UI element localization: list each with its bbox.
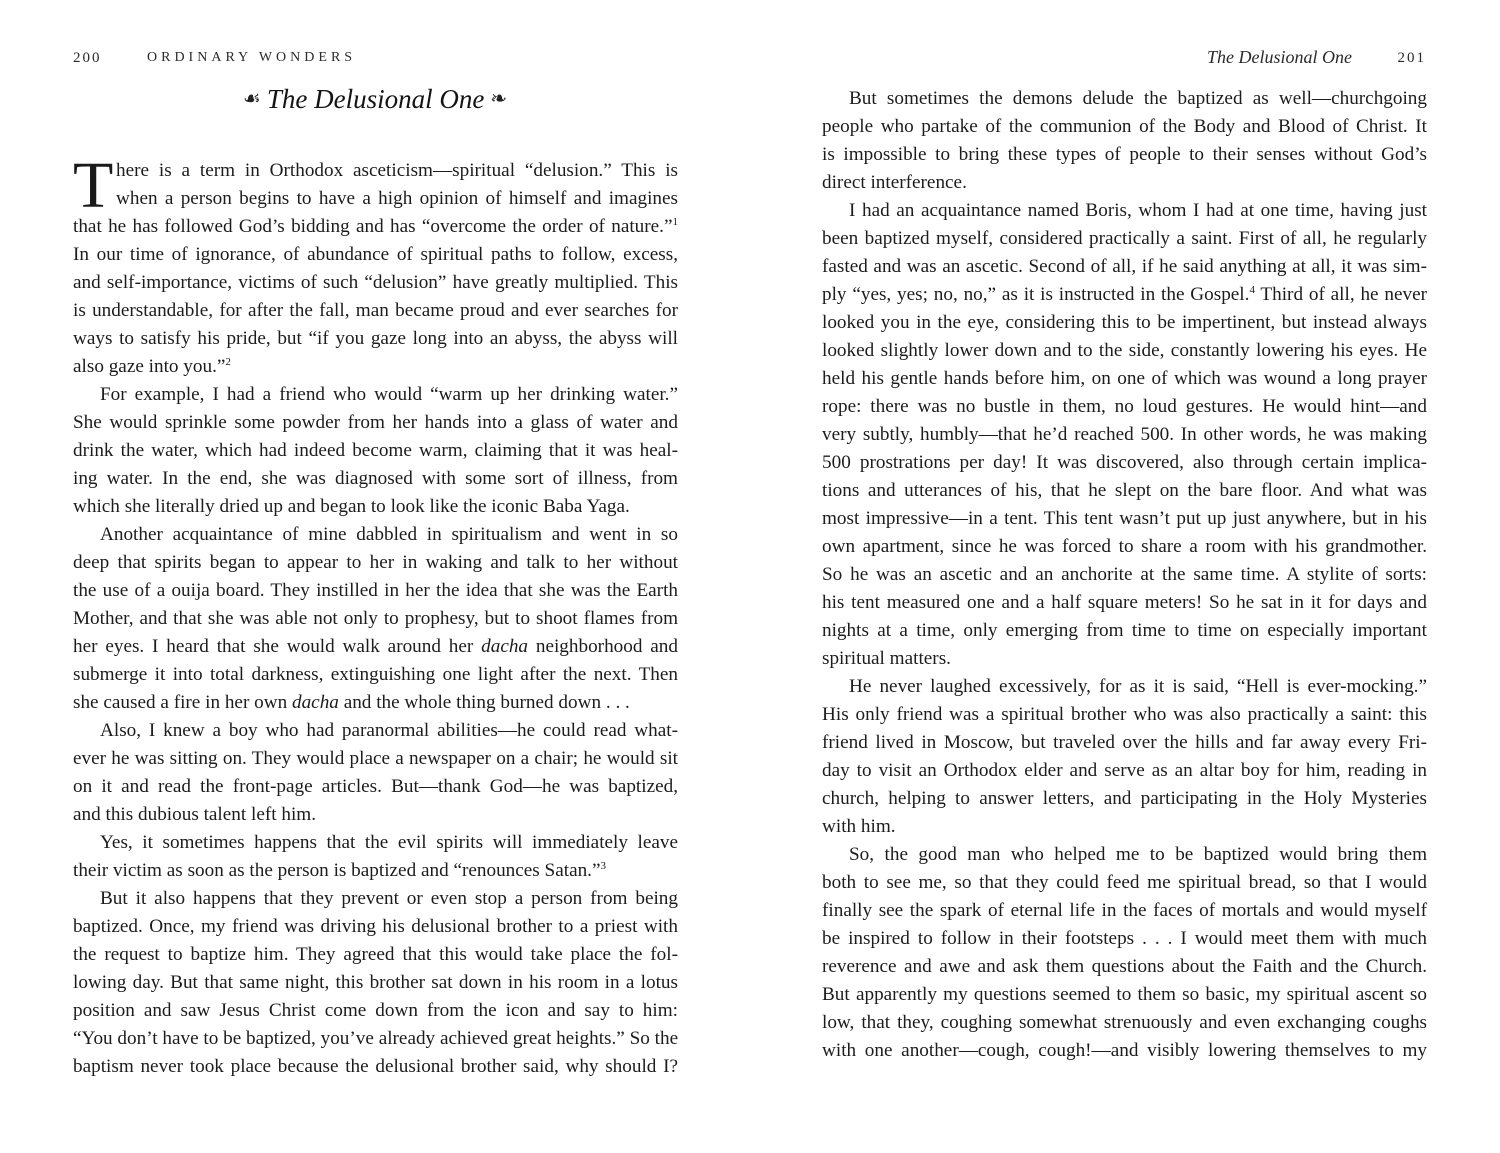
line-text: But apparently my questions seemed to them so basic, my spiritual ascent so: [822, 984, 1427, 1005]
line-text: here is a term in Orthodox asceticism—spiritual “delusion.” This is: [116, 160, 678, 181]
text-line: [822, 225, 1427, 253]
line-text: also gaze into you.”: [73, 356, 226, 377]
line-text: So, the good man who helped me to be baptized would bring them: [849, 844, 1427, 865]
line-text: submerge it into total darkness, extinguishing one light after the next. Then: [73, 664, 678, 685]
line-text: be inspired to follow in their footsteps . . . I would meet them with much: [822, 928, 1427, 949]
line-text: and self-importance, victims of such “delusion” have greatly multiplied. This: [73, 272, 678, 293]
text-line: [73, 325, 678, 353]
line-text: the use of a ouija board. They instilled in her the idea that she was the Earth: [73, 580, 678, 601]
text-line: [73, 269, 678, 297]
text-line: [73, 1025, 678, 1053]
line-text: neighborhood and: [528, 636, 678, 657]
line-text: 500 prostrations per day! It was discovered, also through certain implica-: [822, 452, 1427, 473]
line-text: Mother, and that she was able not only to prophesy, but to shoot flames from: [73, 608, 678, 629]
text-line: [822, 869, 1427, 897]
line-text: Yes, it sometimes happens that the evil spirits will immediately leave: [100, 832, 678, 853]
text-line: [822, 1037, 1427, 1065]
text-line: [73, 297, 678, 325]
text-line: [73, 773, 678, 801]
line-text: Also, I knew a boy who had paranormal abilities—he could read what-: [100, 720, 678, 741]
text-line: [73, 353, 678, 381]
text-line: [822, 365, 1427, 393]
line-text: “You don’t have to be baptized, you’ve already achieved great heights.” So the: [73, 1028, 679, 1049]
footnote-marker[interactable]: 4: [1249, 284, 1255, 296]
text-line: [822, 533, 1427, 561]
footnote-marker[interactable]: 2: [225, 356, 231, 368]
text-line: [822, 393, 1427, 421]
text-line: [822, 981, 1427, 1009]
text-line: [73, 633, 678, 661]
line-text: is impossible to bring these types of people to their senses without God’s: [822, 144, 1427, 165]
line-text: which she literally dried up and began to look like the iconic Baba Yaga.: [73, 496, 630, 517]
text-line: [73, 941, 678, 969]
text-line: [822, 729, 1427, 757]
line-text: ply “yes, yes; no, no,” as it is instructed in the Gospel.: [822, 284, 1250, 305]
line-text: is understandable, for after the fall, man became proud and ever searches for: [73, 300, 678, 321]
drop-cap: T: [73, 149, 114, 222]
line-text: ever he was sitting on. They would place a newspaper on a chair; he would sit: [73, 748, 678, 769]
text-line: [822, 673, 1427, 701]
line-text: and the whole thing burned down . . .: [338, 692, 630, 713]
text-line: [73, 241, 678, 269]
text-line: [73, 717, 678, 745]
line-text: low, that they, coughing somewhat strenuously and even exchanging coughs: [822, 1012, 1427, 1033]
line-text: both to see me, so that they could feed me spiritual bread, so that I would: [822, 872, 1427, 893]
line-text: the request to baptize him. They agreed that this would take place the fol-: [73, 944, 678, 965]
text-line: [822, 841, 1427, 869]
text-line: [73, 157, 678, 185]
line-text: His only friend was a spiritual brother who was also practically a saint: this: [822, 704, 1427, 725]
text-line: [73, 829, 678, 857]
line-text: fasted and was an ascetic. Second of all, if he said anything at all, it was sim-: [822, 256, 1427, 277]
line-text: with one another—cough, cough!—and visibly lowering themselves to my: [822, 1040, 1427, 1061]
text-line: [822, 449, 1427, 477]
text-line: [73, 969, 678, 997]
text-line: [73, 577, 678, 605]
text-line: [822, 197, 1427, 225]
line-text: people who partake of the communion of the Body and Blood of Christ. It: [822, 116, 1427, 137]
text-line: [822, 701, 1427, 729]
text-line: [822, 617, 1427, 645]
text-line: [822, 337, 1427, 365]
text-line: [822, 645, 1427, 673]
line-text: day to visit an Orthodox elder and serve as an altar boy for him, reading in: [822, 760, 1427, 781]
text-line: [822, 785, 1427, 813]
text-line: [822, 169, 1427, 197]
footnote-marker[interactable]: 3: [600, 860, 606, 872]
line-text: But it also happens that they prevent or even stop a person from being: [100, 888, 678, 909]
text-line: [73, 437, 678, 465]
line-text: But sometimes the demons delude the baptized as well—churchgoing: [849, 88, 1427, 109]
line-text: Another acquaintance of mine dabbled in spiritualism and went in so: [100, 524, 678, 545]
line-text: looked you in the eye, considering this to be impertinent, but instead always: [822, 312, 1427, 333]
line-text: when a person begins to have a high opinion of himself and imagines: [116, 188, 678, 209]
text-line: [822, 897, 1427, 925]
line-text: his tent measured one and a half square meters! So he sat in it for days and: [822, 592, 1427, 613]
line-text: For example, I had a friend who would “warm up her drinking water.”: [100, 384, 678, 405]
text-line: [822, 281, 1427, 309]
line-text: He never laughed excessively, for as it is said, “Hell is ever-mocking.”: [849, 676, 1427, 697]
running-head-chapter-title: The Delusional One: [1207, 47, 1352, 67]
text-line: [73, 493, 678, 521]
line-text: that he has followed God’s bidding and has “overcome the order of nature.”: [73, 216, 673, 237]
page-number: 201: [1397, 50, 1426, 66]
text-line: [73, 381, 678, 409]
line-text: ways to satisfy his pride, but “if you gaze long into an abyss, the abyss will: [73, 328, 678, 349]
line-text: with him.: [822, 816, 896, 837]
line-text: direct interference.: [822, 172, 967, 193]
line-text: Third of all, he never: [1254, 284, 1427, 305]
italic-term: dacha: [291, 692, 339, 713]
line-text: baptism never took place because the delusional brother said, why should I?: [73, 1056, 678, 1077]
line-text: nights at a time, only emerging from time to time on especially important: [822, 620, 1427, 641]
text-line: [73, 801, 678, 829]
line-text: position and saw Jesus Christ come down from the icon and say to him:: [73, 1000, 678, 1021]
text-line: [822, 1009, 1427, 1037]
line-text: deep that spirits began to appear to her in waking and talk to her without: [73, 552, 678, 573]
text-line: [73, 857, 678, 885]
line-text: tions and utterances of his, that he slept on the bare floor. And what was: [822, 480, 1427, 501]
text-line: [73, 1053, 678, 1081]
line-text: their victim as soon as the person is baptized and “renounces Satan.”: [73, 860, 601, 881]
line-text: reverence and awe and ask them questions about the Faith and the Church.: [822, 956, 1427, 977]
text-line: [73, 661, 678, 689]
text-line: [822, 505, 1427, 533]
text-line: [73, 409, 678, 437]
fleuron-left-icon: ☙: [242, 88, 261, 110]
running-head-book-title: ORDINARY WONDERS: [147, 50, 357, 65]
line-text: ing water. In the end, she was diagnosed with some sort of illness, from: [73, 468, 678, 489]
line-text: friend lived in Moscow, but traveled over the hills and far away every Fri-: [822, 732, 1427, 753]
text-line: [822, 141, 1427, 169]
text-line: [822, 589, 1427, 617]
line-text: her eyes. I heard that she would walk around her: [73, 636, 482, 657]
line-text: lowing day. But that same night, this brother sat down in his room in a lotus: [73, 972, 678, 993]
text-line: [73, 913, 678, 941]
footnote-marker[interactable]: 1: [672, 216, 678, 228]
line-text: looked slightly lower down and to the side, constantly lowering his eyes. He: [822, 340, 1427, 361]
body-text: [822, 85, 1427, 1065]
text-line: [822, 925, 1427, 953]
line-text: She would sprinkle some powder from her hands into a glass of water and: [73, 412, 678, 433]
text-line: [822, 421, 1427, 449]
text-line: [822, 113, 1427, 141]
text-line: [73, 213, 678, 241]
text-line: [73, 185, 678, 213]
line-text: most impressive—in a tent. This tent wasn’t put up just anywhere, but in his: [822, 508, 1427, 529]
text-line: [822, 477, 1427, 505]
text-line: [73, 997, 678, 1025]
text-line: [73, 605, 678, 633]
chapter-title: [0, 84, 750, 115]
text-line: [73, 689, 678, 717]
text-line: [73, 549, 678, 577]
line-text: finally see the spark of eternal life in the faces of mortals and would myself: [822, 900, 1427, 921]
text-line: [73, 745, 678, 773]
line-text: and this dubious talent left him.: [73, 804, 317, 825]
line-text: on it and read the front-page articles. But—thank God—he was baptized,: [73, 776, 678, 797]
fleuron-right-icon: ❧: [490, 88, 508, 110]
line-text: church, helping to answer letters, and participating in the Holy Mysteries: [822, 788, 1427, 809]
line-text: I had an acquaintance named Boris, whom I had at one time, having just: [849, 200, 1427, 221]
text-line: [73, 885, 678, 913]
text-line: [822, 309, 1427, 337]
text-line: [73, 521, 678, 549]
line-text: baptized. Once, my friend was driving his delusional brother to a priest with: [73, 916, 678, 937]
line-text: drink the water, which had indeed become warm, claiming that it was heal-: [73, 440, 678, 461]
text-line: [822, 813, 1427, 841]
text-line: [822, 757, 1427, 785]
line-text: held his gentle hands before him, on one of which was wound a long prayer: [822, 368, 1427, 389]
italic-term: dacha: [481, 636, 529, 657]
chapter-title-text: The Delusional One: [266, 84, 485, 114]
line-text: So he was an ascetic and an anchorite at the same time. A stylite of sorts:: [822, 564, 1427, 585]
text-line: [822, 953, 1427, 981]
page-number: 200: [73, 50, 102, 66]
text-line: [822, 253, 1427, 281]
text-line: [73, 465, 678, 493]
text-line: [822, 85, 1427, 113]
text-line: [822, 561, 1427, 589]
line-text: own apartment, since he was forced to share a room with his grandmother.: [822, 536, 1427, 557]
body-text: [73, 149, 679, 1081]
line-text: spiritual matters.: [822, 648, 951, 669]
line-text: very subtly, humbly—that he’d reached 500. In other words, he was making: [822, 424, 1427, 445]
line-text: been baptized myself, considered practically a saint. First of all, he regularly: [822, 228, 1427, 249]
line-text: she caused a fire in her own: [73, 692, 292, 713]
line-text: In our time of ignorance, of abundance of spiritual paths to follow, excess,: [73, 244, 678, 265]
line-text: rope: there was no bustle in them, no loud gestures. He would hint—and: [822, 396, 1427, 417]
